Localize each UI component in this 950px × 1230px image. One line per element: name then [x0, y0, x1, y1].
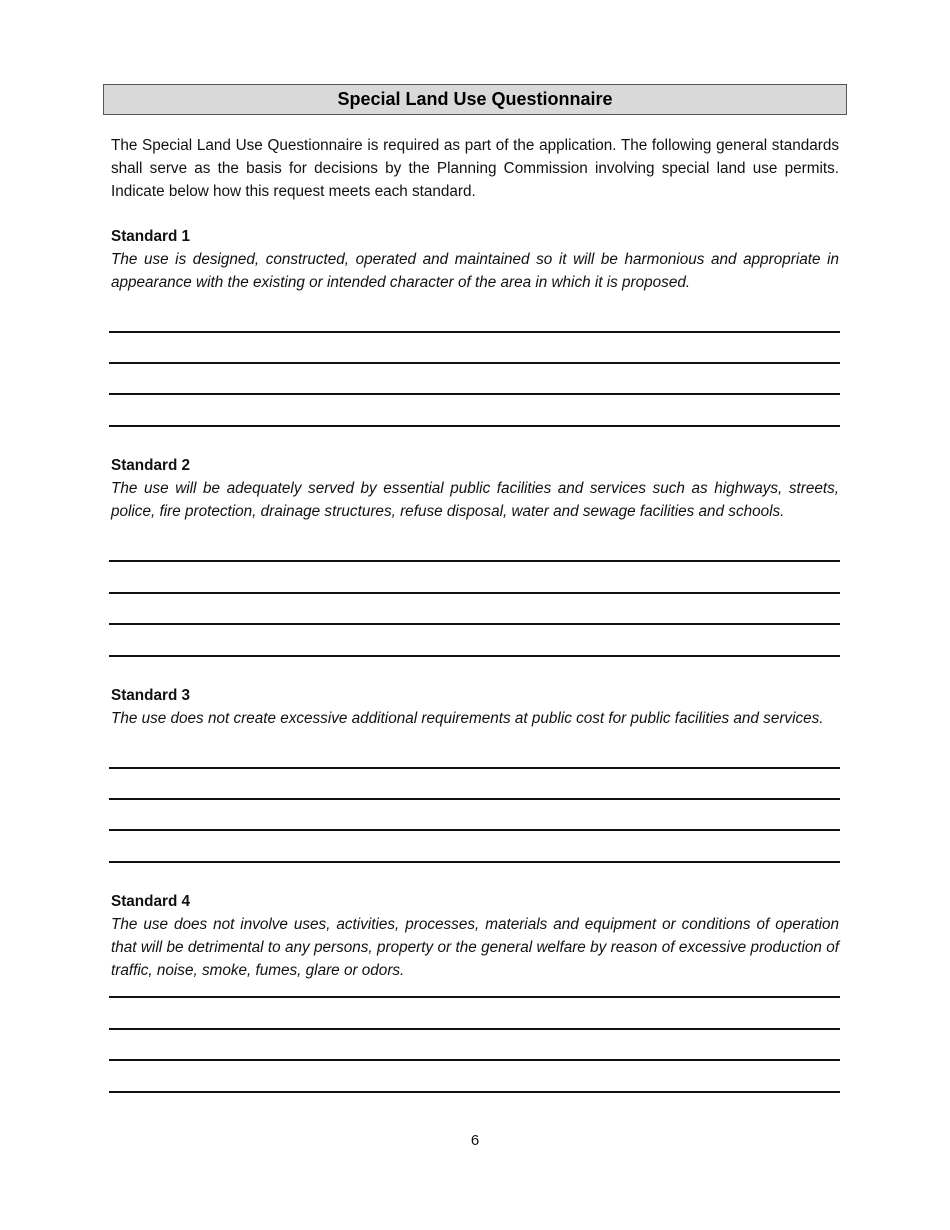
answer-line[interactable]: [109, 861, 840, 863]
page-number: 6: [470, 1132, 480, 1149]
answer-line[interactable]: [109, 425, 840, 427]
answer-line[interactable]: [109, 655, 840, 657]
standard-4-section: [111, 890, 839, 982]
page-title-box: [103, 84, 847, 115]
answer-line[interactable]: [109, 798, 840, 800]
answer-line[interactable]: [109, 393, 840, 395]
standard-2-section: [111, 454, 839, 523]
standard-3-section: [111, 684, 839, 730]
answer-line[interactable]: [109, 1059, 840, 1061]
answer-line[interactable]: [109, 623, 840, 625]
standard-4-heading: Standard 4: [111, 893, 191, 910]
standard-4-text: The use does not involve uses, activities, processes, materials and equipment or conditions of operation that will be detrimental to any persons, property or the general welfare by reason of excessive production of traffic, noise, smoke, fumes, glare or odors.: [111, 916, 839, 979]
standard-2-text: The use will be adequately served by essential public facilities and services such as highways, streets, police, fire protection, drainage structures, refuse disposal, water and sewage facilities and schools.: [111, 480, 839, 520]
answer-line[interactable]: [109, 1091, 840, 1093]
standard-1-section: [111, 225, 839, 294]
standard-1-text: The use is designed, constructed, operated and maintained so it will be harmonious and appropriate in appearance with the existing or intended character of the area in which it is proposed.: [111, 251, 839, 291]
answer-line[interactable]: [109, 996, 840, 998]
standard-3-text: The use does not create excessive additional requirements at public cost for public facilities and services.: [111, 710, 824, 727]
page-title: Special Land Use Questionnaire: [337, 89, 613, 109]
intro-paragraph: The Special Land Use Questionnaire is required as part of the application. The following general standards shall serve as the basis for decisions by the Planning Commission involving special land use permits. Indicate below how this request meets each standard.: [111, 137, 839, 200]
answer-line[interactable]: [109, 1028, 840, 1030]
standard-3-heading: Standard 3: [111, 687, 191, 704]
answer-line[interactable]: [109, 829, 840, 831]
answer-line[interactable]: [109, 331, 840, 333]
standard-1-heading: Standard 1: [111, 228, 191, 245]
answer-line[interactable]: [109, 767, 840, 769]
standard-2-heading: Standard 2: [111, 457, 191, 474]
answer-line[interactable]: [109, 362, 840, 364]
answer-line[interactable]: [109, 592, 840, 594]
answer-line[interactable]: [109, 560, 840, 562]
